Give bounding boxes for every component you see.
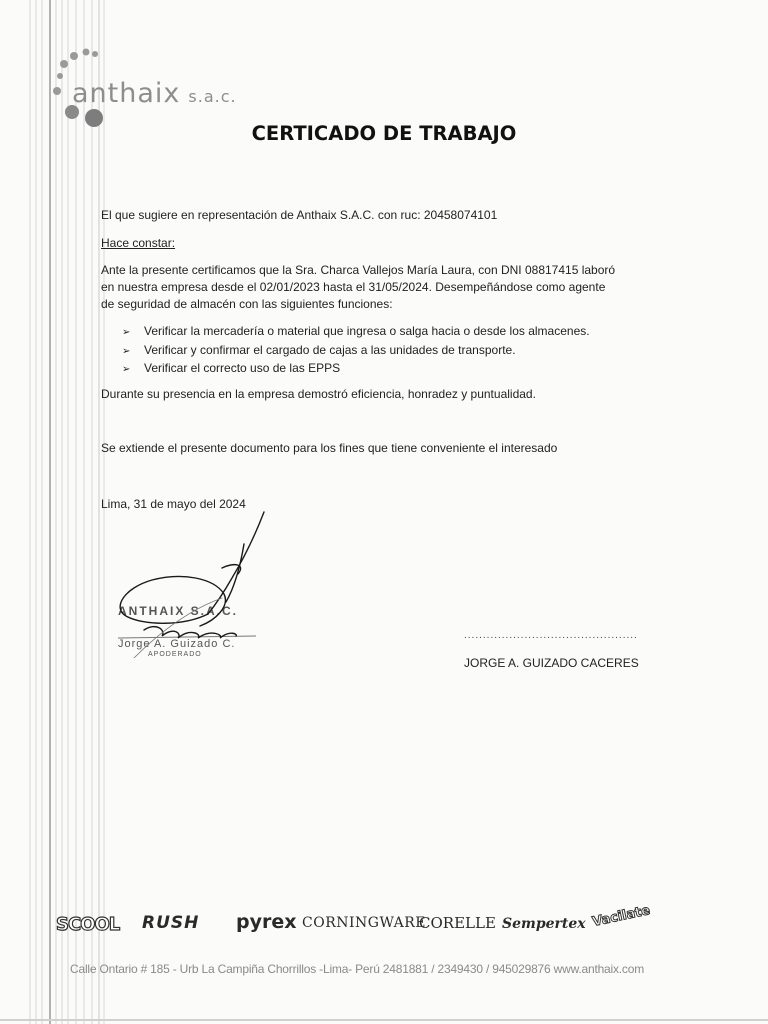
place-date: Lima, 31 de mayo del 2024 [101, 497, 246, 511]
function-text: Verificar y confirmar el cargado de cajas a las unidades de transporte. [144, 342, 516, 357]
brand-logos [56, 905, 656, 949]
handwritten-signature [104, 508, 284, 658]
signatory-name: JORGE A. GUIZADO CACERES [464, 656, 639, 670]
functions-list [122, 323, 590, 379]
brand-corelle: CORELLE [419, 914, 496, 932]
brand-vacilate: Vacilate [591, 903, 652, 930]
function-text: Verificar el correcto uso de las EPPS [144, 361, 341, 375]
list-item [122, 323, 590, 342]
arrow-bullet-icon: ➢ [122, 364, 131, 375]
list-item [122, 342, 590, 361]
logo-suffix: s.a.c. [188, 87, 237, 106]
body-line-3: de seguridad de almacén con las siguientes funciones: [101, 297, 393, 311]
footer-address: Calle Ontario # 185 - Urb La Campiña Chorrillos -Lima- Perú 2481881 / 2349430 / 945029876 www.anthaix.com [70, 962, 645, 976]
signature-line: .............................................. [464, 630, 638, 641]
stamp-role: APODERADO [148, 651, 202, 658]
arrow-bullet-icon: ➢ [122, 345, 131, 357]
logo-brand: anthaix [72, 78, 181, 109]
intro-text: El que sugiere en representación de Anthaix S.A.C. con ruc: 20458074101 [101, 208, 498, 222]
arrow-bullet-icon: ➢ [122, 327, 131, 338]
body-line-2: en nuestra empresa desde el 02/01/2023 hasta el 31/05/2024. Desempeñándose como agente [101, 280, 606, 294]
brand-pyrex: pyrex [236, 911, 297, 933]
conduct-text: Durante su presencia en la empresa demostró eficiencia, honradez y puntualidad. [101, 387, 536, 401]
stamp-company: ANTHAIX S.A.C. [118, 604, 239, 618]
stamp-name: Jorge A. Guizado C. [118, 638, 236, 650]
document-title: CERTICADO DE TRABAJO [251, 122, 517, 145]
function-text: Verificar la mercadería o material que ingresa o salga hacia o desde los almacenes. [144, 324, 590, 338]
hace-constar-label: Hace constar: [101, 236, 176, 250]
closing-text: Se extiende el presente documento para los fines que tiene conveniente el interesado [101, 441, 558, 455]
list-item [122, 360, 590, 379]
brand-rush: RUSH [142, 913, 200, 933]
brand-sempertex: Sempertex [502, 916, 586, 932]
brand-corningware: CORNINGWARE [302, 915, 427, 931]
company-logo [72, 78, 237, 109]
brand-scool: SCOOL [56, 914, 120, 935]
body-line-1: Ante la presente certificamos que la Sra. Charca Vallejos María Laura, con DNI 08817415 laboró [101, 263, 616, 277]
